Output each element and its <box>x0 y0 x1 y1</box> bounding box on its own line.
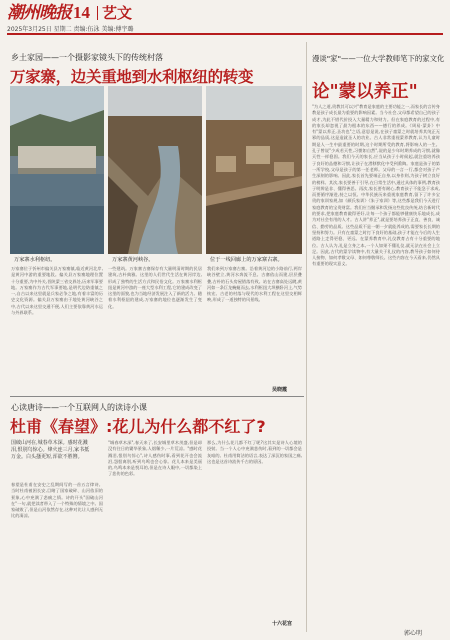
poem-text: 国破山河在,城春草木深。感时花溅泪,恨别鸟惊心。烽火连三月,家书抵万金。白头搔更短,浑欲不胜簪。 <box>11 440 90 460</box>
issue-meta: 2025年3月25日 星期二 责编:伍泳 美编:傅宇璐 <box>7 26 134 33</box>
column-divider <box>306 42 307 632</box>
page-number: 14 <box>73 3 90 22</box>
main-article-kicker: 乡土家园——一个摄影家镜头下的传统村落 <box>11 53 163 62</box>
right-article-kicker: 漫谈"家"——一位大学教师笔下的家文化 <box>312 54 445 63</box>
caption-village: 位于一线回廊上的万家寨古寨。 <box>210 257 283 263</box>
main-article-column-2: 一些建筑。万家寨古寨保存有大量明清时期的民居建筑,古朴典雅。这里的人们世代生活在黄河岸边,形成了独特的生活方式和民俗文化。万家寨水利枢纽是黄河中游的一座大型水利工程,它的建成改变了这里的面貌,也为当地经济发展注入了新的活力。随着水利枢纽的建成,万家寨的地位也逐渐发生了变化。 <box>108 266 202 309</box>
main-article-column-1: 万家寨位于忻州市偏关县万家寨镇,临近黄河北岸,是黄河中游的重要地段。偏关县万家寨地理位置十分重要,为中外关,晋陕蒙三省交界处,历来军事要地。万家寨作为古代军事要地,是明代边防重镇之一,自古以来这里就是兵家必争之地,有着丰富的历史文化资源。偏关县万家寨由于地处黄河峡谷之中,古代以来这里交通不便,人们主要依靠黄河水运与外界联系。 <box>11 266 103 316</box>
masthead-separator <box>97 6 98 20</box>
footer-code: 郭心明 <box>404 630 423 637</box>
section-title: 艺文 <box>102 4 133 22</box>
main-article-headline: 万家寨，边关重地到水利枢纽的转变 <box>10 68 254 86</box>
bottom-article-column-1: 春望是杜甫在安史之乱期间写的一首五言律诗。当时杜甫被困长安,目睹了国家破碎、山河依旧的景象,心中充满了悲痛之情。诗的开头"国破山河在"一句,就把读者带入了一个特殊的情境之中。国家破败了,但是山河依然存在,这种对比让人感到无比的凄凉。 <box>11 482 103 519</box>
bottom-article-headline: 杜甫《春望》:花儿为什么都不红了? <box>10 417 266 436</box>
photo-dam <box>10 86 104 254</box>
right-article-headline: 论"蒙以养正" <box>312 82 418 102</box>
main-article-author: 吴晓霞 <box>272 387 288 393</box>
bottom-article-column-2: "城春草木深",春天来了,长安城里草木茂盛,但是却没有往日的繁华景象,人烟稀少,一片荒凉。"感时花溅泪,恨别鸟惊心",诗人感伤时事,看到花开也会流泪,怨恨离别,听到鸟鸣也会心惊。花儿本来是美丽的,鸟鸣本来是悦耳的,但是在诗人眼中,一切都染上了悲伤的色彩。 <box>108 440 202 477</box>
caption-dam: 万家寨水利枢纽。 <box>14 257 56 263</box>
newspaper-logo: 潮州晚报 <box>7 3 71 23</box>
section-divider <box>10 396 304 397</box>
photo-old-village <box>206 86 302 254</box>
caption-canyon: 万家寨黄河峡谷。 <box>112 257 154 263</box>
main-article-column-3: 我们来到万家寨古寨。沿着黄河边的小路前行,两岸峡谷壁立,黄河水奔流不息。古寨依山而建,层层叠叠,古朴的石头房屋错落有致。站在古寨高处远眺,黄河如一条巨龙蜿蜒而去,水利枢纽大坝横卧河上,气势恢宏。古老的村落与现代的水利工程在这里交相辉映,形成了一道独特的风景线。 <box>207 266 302 303</box>
bottom-article-author: 十六花宫 <box>272 621 293 627</box>
bottom-article-kicker: 心读唐诗——一个互联网人的读诗小课 <box>11 403 147 412</box>
photo-canyon <box>108 86 202 254</box>
right-article-body: "为人之道,贵教其可以兴"教育是家庭的主要功能之一,而家长的言传身教是孩子成长最为重要的影响因素。当今社会,父母都希望自己的孩子成才,为此不惜代价投入大量精力和财力。但在家庭教育的过程中,有的家长却忽视了最为根本的东西——德行的养成。《周易·蒙卦》中有"蒙以养正,圣功也"之语,意思是说,在孩子童蒙之时就培养其纯正无邪的品质,这是造就圣人的功业。古人非常重视蒙养教育,认为儿童时期是人一生中最重要的时期,这个时期所受的教育,将影响人的一生。孔子曾说"少成若天性,习惯如自然",说的是少年时期养成的习惯,就像天性一样稳固。我们今天的家长,应当从孩子小时候起,就注重培养孩子良好的品德和习惯,让孩子在潜移默化中受到熏陶。家庭是孩子的第一所学校,父母是孩子的第一任老师。父母的一言一行,都会对孩子产生深刻的影响。因此,家长首先要端正自身,以身作则,为孩子树立良好的榜样。其次,家长要善于引导,在日常生活中,通过具体的事例,教育孩子明辨是非、懂得善恶。再次,家长要有耐心,教育孩子不能急于求成,而要循序渐进,持之以恒。中华民族历来重视家庭教育,留下了许多宝贵的家训家规,如《颜氏家训》《朱子家训》等,这些都是我们今天进行家庭教育的宝贵财富。我们应当继承和发扬这些优良传统,结合新时代的要求,把家庭教育做得更好,让每一个孩子都能够健康快乐地成长,成为对社会有用的人才。古人讲"养正",就是要培养孩子正直、善良、诚信、勤劳的品质。这些品质不是一朝一夕就能养成的,需要家长长期的坚持和努力。只有在童蒙之时打下良好的基础,孩子才能在今后的人生道路上走得更稳、更远。在蒙养教育中,礼仪教育占有十分重要的地位。古人认为,礼是立身之本,一个人如果不懂礼仪,就无法在社会上立足。因此,古代的蒙学读物中,有大量关于礼仪的内容,教导孩子如何待人接物、如何孝敬父母、如何尊敬师长。这些内容在今天看来,仍然具有重要的现实意义。 <box>312 104 440 267</box>
masthead-rule <box>7 33 443 35</box>
bottom-article-column-3: 那么,为什么花儿都不红了呢?这其实是诗人心境的投射。当一个人心中充满悲伤时,看到的一切都会是灰暗的。杜甫用简洁的语言,表达了深沉的家国之痛,这也是这首诗流传千古的原因。 <box>207 440 302 464</box>
